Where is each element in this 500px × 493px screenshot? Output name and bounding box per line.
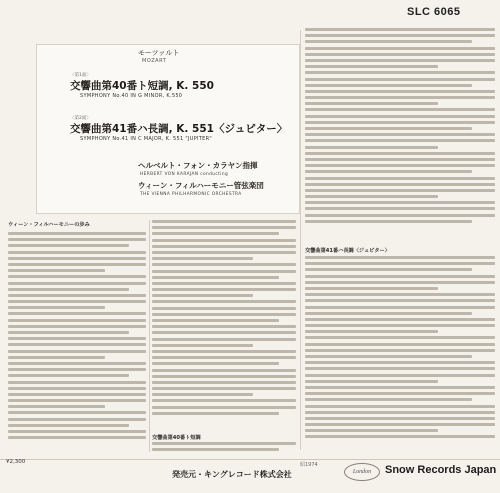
composer-jp: モーツァルト	[138, 49, 180, 57]
conductor-en: HERBERT VON KARAJAN conducting	[140, 172, 229, 177]
middle-column-notes-2	[152, 442, 296, 456]
column-divider-left	[149, 220, 150, 452]
side-2-label: 〈第2面〉	[70, 116, 91, 121]
catalog-number: SLC 6065	[407, 6, 461, 18]
footer-rule	[0, 459, 500, 460]
work-1-title-en: SYMPHONY No.40 IN G MINOR, K.550	[80, 93, 183, 99]
composer-en: MOZART	[142, 58, 167, 64]
logo-text: London	[352, 469, 372, 475]
price: ¥2,300	[6, 459, 26, 465]
watermark: Snow Records Japan	[385, 464, 497, 476]
heading-symphony-40: 交響曲第40番ト短調	[152, 435, 201, 441]
orchestra-en: THE VIENNA PHILHARMONIC ORCHESTRA	[140, 192, 242, 197]
column-divider	[300, 30, 301, 450]
work-2-title-en: SYMPHONY No.41 IN C MAJOR, K. 551 "JUPITER"	[80, 136, 212, 142]
london-logo	[344, 463, 380, 481]
work-1-title: 交響曲第40番ト短調, K. 550	[70, 80, 214, 92]
work-2-title: 交響曲第41番ハ長調, K. 551〈ジュピター〉	[70, 123, 288, 135]
right-column-notes	[305, 28, 495, 238]
side-1-label: 〈第1面〉	[70, 73, 91, 78]
release-year: 昭1974	[300, 462, 318, 468]
heading-jupiter: 交響曲第41番ハ長調〈ジュピター〉	[305, 248, 390, 254]
middle-column-notes	[152, 220, 296, 432]
heading-vienna-phil: ウィーン・フィルハーモニーの歩み	[8, 222, 90, 228]
orchestra-jp: ウィーン・フィルハーモニー管弦楽団	[138, 181, 264, 190]
right-column-notes-2	[305, 256, 495, 451]
left-column-notes	[8, 232, 146, 454]
conductor-jp: ヘルベルト・フォン・カラヤン指揮	[138, 161, 258, 170]
distributor: 発売元・キングレコード株式会社	[172, 470, 292, 479]
